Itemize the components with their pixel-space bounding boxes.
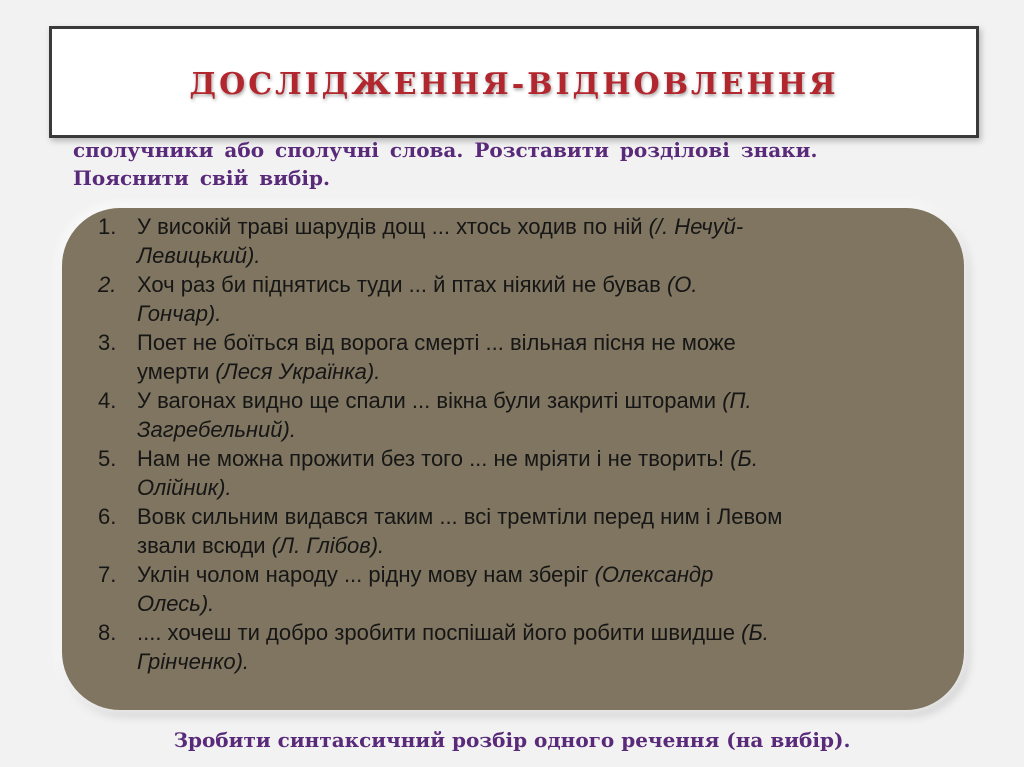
list-item <box>92 618 932 676</box>
item-number: 4. <box>98 388 117 413</box>
author-reference: (О. <box>666 272 698 297</box>
author-reference-cont: Олесь). <box>137 591 215 616</box>
item-number: 5. <box>98 446 117 471</box>
item-number: 8. <box>98 620 117 645</box>
sentence-text: У високій траві шарудів дощ ... хтось ходив по ній <box>137 214 643 239</box>
author-reference-cont: Грінченко). <box>137 649 250 674</box>
item-number: 2. <box>98 272 117 297</box>
author-reference-cont: Левицький). <box>137 243 261 268</box>
list-item <box>92 444 932 502</box>
task-instructions <box>73 136 958 192</box>
list-item <box>92 270 932 328</box>
author-reference: (Б. <box>741 620 769 645</box>
sentence-text: Хоч раз би піднятись туди ... й птах ніякий не бував <box>137 272 661 297</box>
title-box <box>49 26 979 138</box>
author-reference-cont: Гончар). <box>137 301 222 326</box>
item-number: 6. <box>98 504 117 529</box>
item-number: 1. <box>98 214 117 239</box>
author-reference-cont: (Л. Глібов). <box>271 533 385 558</box>
author-reference-cont: Олійник). <box>137 475 232 500</box>
sentence-text: Поет не боїться від ворога смерті ... вільная пісня не може <box>137 330 736 355</box>
sentence-text: Вовк сильним видався таким ... всі тремтіли перед ним і Левом <box>137 504 783 529</box>
list-item <box>92 560 932 618</box>
sentence-text: .... хочеш ти добро зробити поспішай його робити швидше <box>137 620 736 645</box>
instructions-line-2: Пояснити свій вибір. <box>73 166 330 190</box>
author-reference: (Б. <box>730 446 758 471</box>
list-item <box>92 386 932 444</box>
sentences-list <box>92 212 932 676</box>
sentence-text-cont: звали всюди <box>137 533 272 558</box>
list-item <box>92 212 932 270</box>
item-number: 7. <box>98 562 117 587</box>
sentence-text: Уклін чолом народу ... рідну мову нам зберіг <box>137 562 589 587</box>
author-reference: (Олександр <box>594 562 714 587</box>
item-number: 3. <box>98 330 117 355</box>
sentences-panel <box>62 208 964 710</box>
footer-task: Зробити синтаксичний розбір одного речення (на вибір). <box>173 728 851 752</box>
list-item <box>92 328 932 386</box>
sentence-text-cont: умерти <box>137 359 216 384</box>
author-reference-cont: Загребельний). <box>137 417 296 442</box>
instructions-line-1: сполучники або сполучні слова. Розставити розділові знаки. <box>73 138 818 162</box>
author-reference: (/. Нечуй- <box>648 214 744 239</box>
sentence-text: У вагонах видно ще спали ... вікна були закриті шторами <box>137 388 717 413</box>
author-reference-cont: (Леся Українка). <box>215 359 381 384</box>
slide-title: ДОСЛІДЖЕННЯ-ВІДНОВЛЕННЯ <box>189 67 839 102</box>
sentence-text: Нам не можна прожити без того ... не мріяти і не творить! <box>137 446 725 471</box>
list-item <box>92 502 932 560</box>
author-reference: (П. <box>722 388 752 413</box>
